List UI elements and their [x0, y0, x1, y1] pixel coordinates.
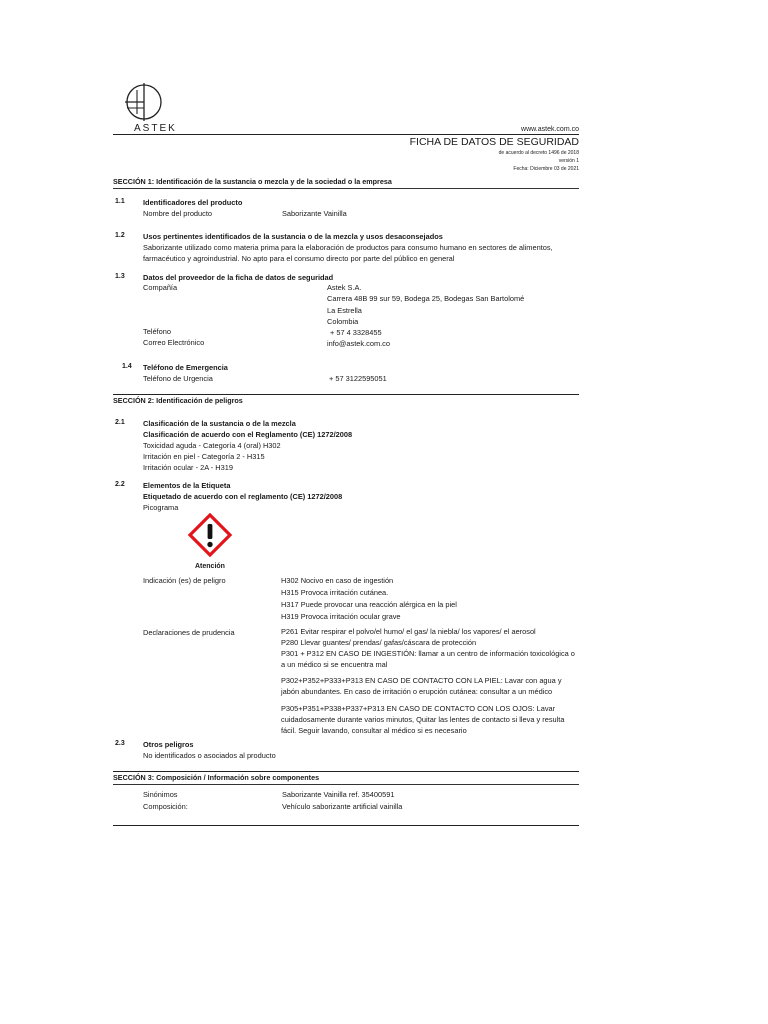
- address-line-1: Carrera 48B 99 sur 59, Bodega 25, Bodegas San Bartolomé: [327, 294, 525, 303]
- section-number-2-3: 2.3: [115, 740, 125, 747]
- hazard-statement: H317 Puede provocar una reacción alérgica en la piel: [281, 600, 457, 609]
- company-label: Compañía: [143, 283, 178, 292]
- section-number-1-3: 1.3: [115, 273, 125, 280]
- section-2-title: SECCIÓN 2: Identificación de peligros: [113, 396, 243, 405]
- section-3-title: SECCIÓN 3: Composición / Información sobre componentes: [113, 773, 320, 782]
- version-label: versión 1: [558, 158, 579, 164]
- hazard-statement: H302 Nocivo en caso de ingestión: [281, 576, 394, 585]
- heading-classification-regulation: Clasificación de acuerdo con el Reglamento (CE) 1272/2008: [143, 430, 353, 439]
- signal-word: Atención: [195, 563, 225, 570]
- product-name-value: Saborizante Vainilla: [282, 209, 347, 218]
- heading-supplier: Datos del proveedor de la ficha de datos de seguridad: [143, 273, 334, 282]
- heading-product-identifiers: Identificadores del producto: [143, 198, 243, 207]
- section-number-1-2: 1.2: [115, 232, 125, 239]
- pictogram-label: Picograma: [143, 503, 179, 512]
- precaution-p280: P280 Llevar guantes/ prendas/ gafas/cáscara de protección: [281, 638, 477, 647]
- hazard-statements-label: Indicación (es) de peligro: [143, 576, 226, 585]
- precautionary-statements-label: Declaraciones de prudencia: [143, 628, 235, 637]
- phone-value: + 57 4 3328455: [330, 328, 382, 337]
- hazard-statement: H319 Provoca irritación ocular grave: [281, 612, 401, 621]
- precaution-p301-line-2: a un médico si se encuentra mal: [281, 660, 388, 669]
- company-name: Astek S.A.: [327, 283, 362, 292]
- address-line-2: La Estrella: [327, 306, 362, 315]
- precaution-p305-line-3: fácil. Seguir lavando, consultar al médico si es necesario: [281, 726, 467, 735]
- heading-classification: Clasificación de la sustancia o de la mezcla: [143, 419, 296, 428]
- section-1-title: SECCIÓN 1: Identificación de la sustancia o mezcla y de la sociedad o la empresa: [113, 177, 392, 186]
- document-title: FICHA DE DATOS DE SEGURIDAD: [409, 136, 579, 148]
- ghs-exclamation-icon: [188, 513, 232, 557]
- email-label: Correo Electrónico: [143, 338, 205, 347]
- section-number-1-1: 1.1: [115, 198, 125, 205]
- website-link[interactable]: www.astek.com.co: [521, 126, 579, 133]
- section-number-1-4: 1.4: [122, 363, 132, 370]
- hazard-statement: H315 Provoca irritación cutánea.: [281, 588, 389, 597]
- product-name-label: Nombre del producto: [143, 209, 213, 218]
- synonyms-value: Saborizante Vainilla ref. 35400591: [282, 790, 395, 799]
- composition-value: Vehículo saborizante artificial vainilla: [282, 802, 403, 811]
- precaution-p302-line-1: P302+P352+P333+P313 EN CASO DE CONTACTO CON LA PIEL: Lavar con agua y: [281, 676, 562, 685]
- astek-logo-mark: [124, 82, 164, 122]
- heading-uses: Usos pertinentes identificados de la sustancia o de la mezcla y usos desaconsejados: [143, 232, 443, 241]
- urgency-phone-value: + 57 3122595051: [329, 374, 387, 383]
- uses-text-line-1: Saborizante utilizado como materia prima para la elaboración de productos para consumo humano en sectores de alimentos,: [143, 243, 553, 252]
- precaution-p301-line-1: P301 + P312 EN CASO DE INGESTIÓN: llamar a un centro de información toxicológica o: [281, 649, 575, 658]
- brand-name: ASTEK: [134, 123, 177, 134]
- heading-other-hazards: Otros peligros: [143, 740, 194, 749]
- heading-label-elements: Elementos de la Etiqueta: [143, 481, 231, 490]
- section-number-2-2: 2.2: [115, 481, 125, 488]
- date-label: Fecha: Diciembre 03 de 2021: [513, 166, 579, 172]
- composition-label: Composición:: [143, 802, 188, 811]
- precaution-p305-line-2: cuidadosamente durante varios minutos, Quitar las lentes de contacto si lleva y resulta: [281, 715, 565, 724]
- classification-item-3: Irritación ocular - 2A - H319: [143, 463, 233, 472]
- section-number-2-1: 2.1: [115, 419, 125, 426]
- email-value[interactable]: info@astek.com.co: [327, 339, 390, 348]
- heading-labelling-regulation: Etiquetado de acuerdo con el reglamento (CE) 1272/2008: [143, 492, 343, 501]
- address-line-3: Colombia: [327, 317, 359, 326]
- decree-reference: de acuerdo al decreto 1496 de 2018: [498, 150, 579, 156]
- urgency-phone-label: Teléfono de Urgencia: [143, 374, 213, 383]
- heading-emergency-phone: Teléfono de Emergencia: [143, 363, 228, 372]
- uses-text-line-2: farmacéutico y agroindustrial. No apto para el consumo directo por parte del público en general: [143, 254, 455, 263]
- phone-label: Teléfono: [143, 327, 171, 336]
- classification-item-1: Toxicidad aguda - Categoría 4 (oral) H302: [143, 441, 281, 450]
- synonyms-label: Sinónimos: [143, 790, 178, 799]
- precaution-p302-line-2: jabón abundantes. En caso de irritación o erupción cutánea: consultar a un médico: [281, 687, 553, 696]
- classification-item-2: Irritación en piel - Categoría 2 - H315: [143, 452, 265, 461]
- precaution-p305-line-1: P305+P351+P338+P337+P313 EN CASO DE CONTACTO CON LOS OJOS: Lavar: [281, 704, 556, 713]
- precaution-p261: P261 Evitar respirar el polvo/el humo/ el gas/ la niebla/ los vapores/ el aerosol: [281, 627, 536, 636]
- other-hazards-text: No identificados o asociados al producto: [143, 751, 276, 760]
